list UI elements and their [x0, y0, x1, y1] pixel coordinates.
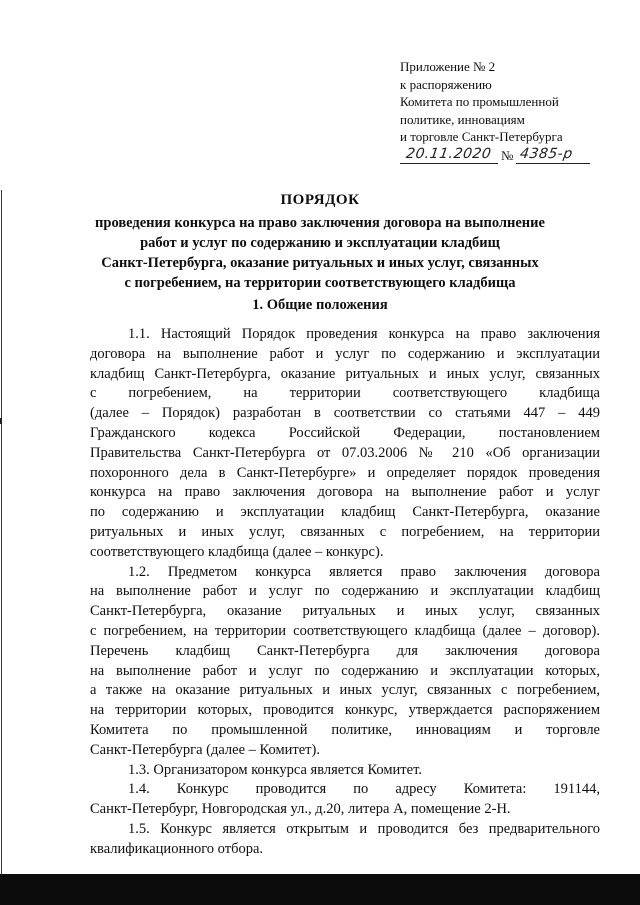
subtitle-line: с погребением, на территории соответствующего кладбища — [124, 275, 516, 291]
annex-line: Приложение № 2 — [400, 59, 496, 74]
body-text — [90, 325, 600, 860]
paragraph-line: Гражданского кодекса Российской Федерации, постановлением — [90, 424, 600, 441]
paragraph-line: Санкт-Петербург, Новгородская ул., д.20, литера А, помещение 2-Н. — [90, 801, 511, 818]
paragraph-line: конкурса на право заключения договора на выполнение работ и услуг — [90, 484, 600, 501]
paragraph-line: Правительства Санкт-Петербурга от 07.03.2006 № 210 «Об организации — [90, 444, 600, 461]
paragraph-line: на территории которых, проводится конкурс, утверждается распоряжением — [90, 702, 600, 719]
paragraph-line: на выполнение работ и услуг по содержанию и эксплуатации которых, — [90, 662, 600, 679]
number-sign: № — [501, 147, 514, 163]
annex-block — [400, 58, 610, 167]
scan-mark — [0, 418, 2, 424]
handwritten-date: 20.11.2020 — [404, 145, 493, 162]
subtitle-line: проведения конкурса на право заключения договора на выполнение — [95, 215, 545, 231]
paragraph-line: Комитета по промышленной политике, инновациям и торговле — [90, 721, 600, 738]
paragraph-line: 1.3. Организатором конкурса является Комитет. — [128, 761, 422, 778]
paragraph-line: договора на выполнение работ и услуг по содержанию и эксплуатации — [90, 345, 600, 362]
document-title: ПОРЯДОК — [280, 192, 360, 208]
annex-line: Комитета по промышленной — [400, 94, 559, 109]
annex-line: и торговле Санкт-Петербурга — [400, 129, 563, 144]
paragraph-line: ритуальных и иных услуг, связанных с погребением, на территории — [90, 523, 600, 540]
paragraph-line: (далее – Порядок) разработан в соответствии со статьями 447 – 449 — [90, 405, 600, 422]
document-title-block — [85, 190, 555, 293]
paragraph-line: 1.1. Настоящий Порядок проведения конкурса на право заключения — [128, 326, 600, 342]
paragraph-line: по содержанию и эксплуатации кладбищ Санкт-Петербурга, оказание — [90, 504, 600, 521]
scan-bottom-border — [0, 874, 640, 905]
subtitle-line: Санкт-Петербурга, оказание ритуальных и иных услуг, связанных — [101, 255, 539, 271]
date-underline — [400, 163, 498, 164]
paragraph-line: 1.4. Конкурс проводится по адресу Комитета: 191144, — [128, 781, 600, 798]
paragraph-line: Санкт-Петербурга (далее – Комитет). — [90, 741, 320, 758]
paragraph-line: 1.2. Предметом конкурса является право заключения договора — [128, 563, 600, 580]
annex-line: к распоряжению — [400, 76, 492, 92]
paragraph-line: Санкт-Петербурга, оказание ритуальных и иных услуг, связанных — [90, 603, 600, 620]
date-number-line — [400, 147, 610, 167]
subtitle-line: работ и услуг по содержанию и эксплуатации кладбищ — [140, 235, 500, 251]
paragraph-line: на выполнение работ и услуг по содержанию и эксплуатации кладбищ — [90, 583, 600, 600]
handwritten-number: 4385-р — [518, 145, 574, 162]
annex-line: политике, инновациям — [400, 111, 525, 127]
paragraph-line: 1.5. Конкурс является открытым и проводится без предварительного — [128, 820, 600, 837]
section-heading: 1. Общие положения — [252, 297, 388, 313]
number-underline — [516, 163, 590, 164]
paragraph-line: с погребением, на территории соответствующего кладбища — [90, 385, 600, 402]
paragraph-line: кладбищ Санкт-Петербурга, оказание ритуальных и иных услуг, связанных — [90, 365, 600, 382]
paragraph-line: а также на оказание ритуальных и иных услуг, связанных с погребением, — [90, 682, 600, 699]
paragraph-line: с погребением, на территории соответствующего кладбища (далее – договор). — [90, 622, 600, 639]
paragraph-line: похоронного дела в Санкт-Петербурге» и определяет порядок проведения — [90, 464, 600, 481]
paragraph-line: Перечень кладбищ Санкт-Петербурга для заключения договора — [90, 642, 600, 659]
paragraph-line: соответствующего кладбища (далее – конкурс). — [90, 543, 384, 560]
paragraph-line: квалификационного отбора. — [90, 840, 264, 857]
